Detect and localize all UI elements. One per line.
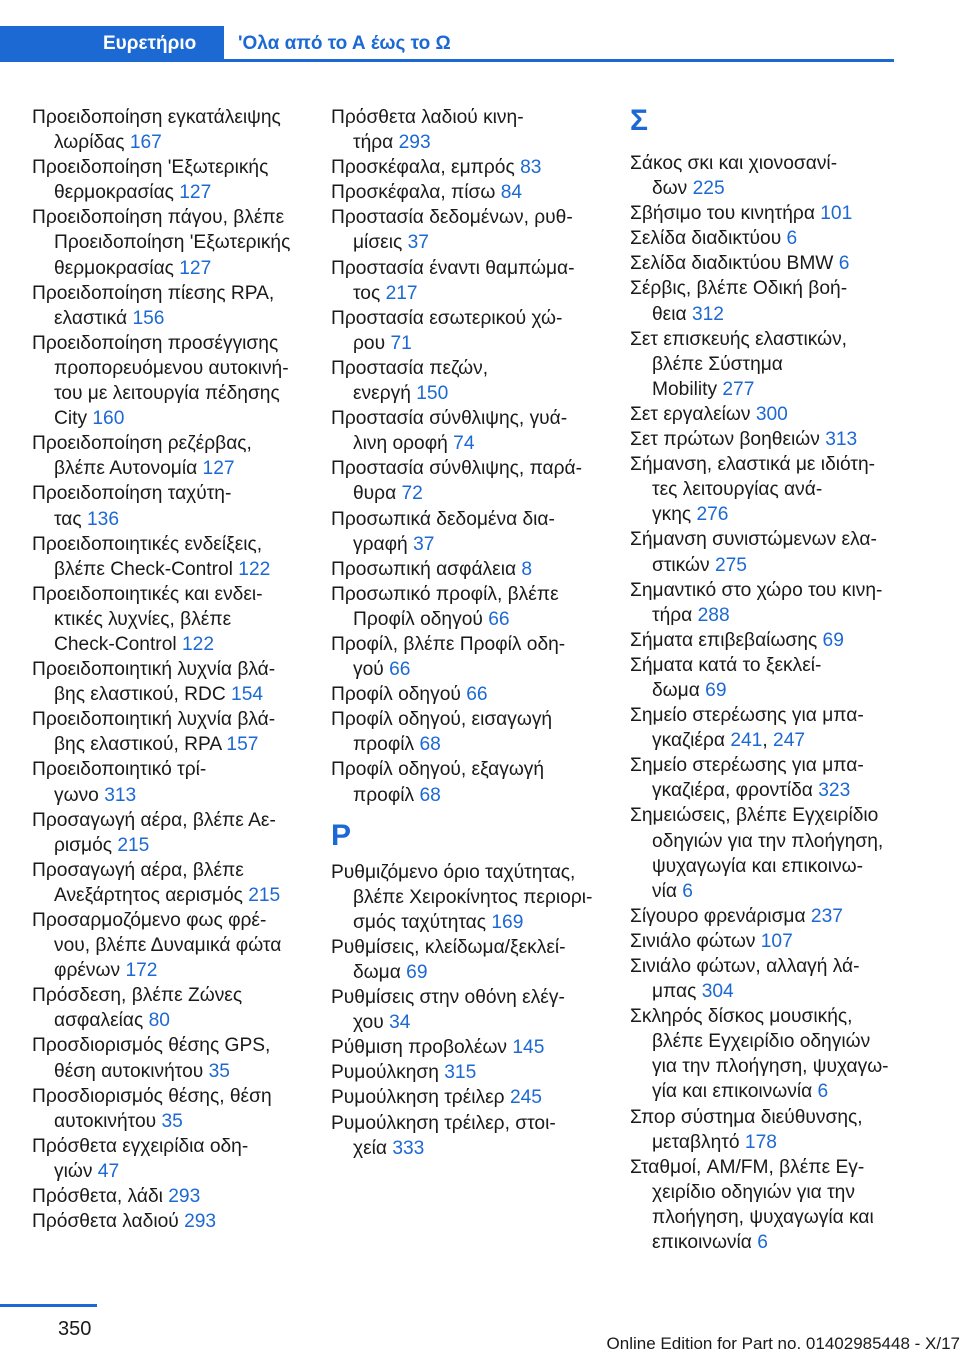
index-entry [32, 205, 307, 280]
page-link[interactable]: 276 [696, 504, 729, 526]
page-link[interactable]: 237 [810, 905, 843, 927]
index-entry [630, 226, 905, 251]
entry-text: Προστασία σύνθλιψης, γυά- [331, 408, 568, 430]
entry-text: Ρυθμίσεις, κλείδωμα/ξεκλεί- [331, 936, 566, 958]
entry-text: Προσαρμοζόμενο φως φρέ- [32, 910, 267, 931]
page-link[interactable]: 69 [822, 629, 844, 651]
index-entry [32, 858, 307, 908]
index-entry [331, 757, 606, 807]
page-link[interactable]: 74 [453, 433, 475, 455]
entry-text: τος [353, 282, 381, 304]
index-entry [331, 1085, 606, 1110]
entry-text: βης ελαστικού, RPA [54, 734, 222, 756]
page-link[interactable]: 6 [838, 253, 850, 275]
index-entry [630, 653, 905, 703]
index-entry [331, 507, 606, 557]
page-link[interactable]: 156 [132, 307, 165, 329]
page-link[interactable]: 154 [231, 684, 264, 706]
page-link[interactable]: 245 [509, 1087, 542, 1109]
index-entry [331, 860, 606, 935]
entry-text: κτικές λυχνίες, βλέπε [54, 608, 232, 630]
entry-text: Πρόσθετα, λάδι [32, 1186, 163, 1208]
entry-text: Προσαγωγή αέρα, βλέπε Αε- [32, 809, 276, 831]
entry-text: φρένων [54, 960, 121, 982]
index-entry [331, 1035, 606, 1060]
page-link[interactable]: 333 [392, 1137, 425, 1159]
entry-text: Σίγουρο φρενάρισμα [630, 905, 806, 927]
entry-text: Πρόσθετα λαδιού [32, 1211, 179, 1233]
entry-text: ενεργή [353, 383, 411, 405]
entry-text: Προειδοποίηση ταχύτη- [32, 483, 232, 505]
entry-text: βλέπε Εγχειρίδιο οδηγιών [652, 1031, 871, 1053]
entry-text: Σελίδα διαδικτύου BMW [630, 253, 834, 275]
entry-text: βης ελαστικού, RDC [54, 684, 226, 706]
index-entry [32, 481, 307, 531]
entry-text: Προστασία σύνθλιψης, παρά- [331, 458, 583, 480]
entry-text: Σετ εργαλείων [630, 403, 751, 425]
index-entry [630, 276, 905, 326]
page-link[interactable]: 313 [825, 429, 858, 451]
index-entry [630, 929, 905, 954]
entry-text: Προειδοποιητικές ενδείξεις, [32, 533, 263, 555]
page-link[interactable]: 167 [129, 132, 162, 154]
entry-text: Ρυθμιζόμενο όριο ταχύτητας, [331, 861, 576, 883]
entry-text: λινη οροφή [353, 433, 448, 455]
page-link[interactable]: 8 [521, 558, 533, 580]
index-entry [630, 327, 905, 402]
index-entry [32, 1033, 307, 1083]
entry-text: Σκληρός δίσκος μουσικής, [630, 1006, 853, 1028]
page-link[interactable]: 47 [97, 1160, 120, 1182]
entry-text: Προφίλ οδηγού, εξαγωγή [331, 759, 545, 781]
index-entry [331, 707, 606, 757]
page-link[interactable]: 127 [202, 458, 235, 480]
index-entry [331, 935, 606, 985]
page-link[interactable]: 160 [92, 408, 125, 430]
entry-text: Check-Control [54, 633, 177, 655]
entry-text: Ρυμούλκηση τρέιλερ, στοι- [331, 1112, 556, 1134]
entry-text: δωμα [652, 679, 700, 701]
entry-text: γκης [652, 504, 692, 526]
entry-text: Προειδοποιητική λυχνία βλά- [32, 709, 276, 731]
index-column-3 [630, 105, 905, 1255]
index-entry [32, 431, 307, 481]
entry-text: γού [353, 659, 384, 681]
entry-text: γιών [54, 1160, 93, 1182]
entry-text: ψυχαγωγία και επικοινω- [652, 855, 864, 877]
page-link[interactable]: 293 [168, 1186, 201, 1208]
entry-text: Προσδιορισμός θέσης, θέση [32, 1085, 272, 1107]
entry-text: γία και επικοινωνία [652, 1081, 813, 1103]
index-entry [630, 904, 905, 929]
entry-text: Σήματα επιβεβαίωσης [630, 629, 818, 651]
page-link[interactable]: 34 [389, 1012, 411, 1034]
entry-text: Προσκέφαλα, πίσω [331, 182, 496, 204]
entry-text: Σάκος σκι και χιονοσανί- [630, 153, 838, 174]
page-link[interactable]: 293 [398, 132, 431, 154]
index-entry [331, 356, 606, 406]
index-column-1 [32, 105, 307, 1234]
page-link[interactable]: 304 [701, 981, 734, 1003]
index-entry [630, 578, 905, 628]
entry-text: Σετ επισκευής ελαστικών, [630, 328, 848, 350]
entry-text: Προστασία δεδομένων, ρυθ- [331, 207, 573, 229]
index-entry [630, 954, 905, 1004]
page-link[interactable]: 35 [208, 1060, 230, 1082]
index-entry [331, 155, 606, 180]
tab-a-to-z[interactable]: 'Ολα από το Α έως το Ω [238, 33, 451, 54]
entry-text: Σινιάλο φώτων [630, 930, 756, 952]
index-entry [630, 753, 905, 803]
entry-text: αυτοκινήτου [54, 1110, 157, 1132]
entry-text: χειρίδιο οδηγιών για την [652, 1181, 855, 1203]
index-entry: Σημείο στερέωσης για μπα- γκαζιέρα 241, 247 [630, 705, 864, 752]
header-divider [224, 59, 894, 62]
index-entry [630, 803, 905, 903]
entry-text: Ρυμούλκηση [331, 1062, 439, 1084]
index-entry [630, 628, 905, 653]
entry-text: Σήμανση, ελαστικά με ιδιότη- [630, 454, 876, 476]
entry-text: Προειδοποίηση 'Εξωτερικής [54, 232, 291, 254]
page-link[interactable]: 150 [416, 383, 449, 405]
index-entry [331, 105, 606, 155]
index-entry [32, 707, 307, 757]
entry-text: γωνο [54, 784, 99, 806]
index-entry [331, 557, 606, 582]
entry-text: μίσεις [353, 232, 403, 254]
entry-text: για την πλοήγηση, ψυχαγω- [652, 1056, 889, 1078]
section-letter: Σ [630, 104, 649, 137]
entry-text: θέση αυτοκινήτου [54, 1060, 204, 1082]
page-link[interactable]: 169 [491, 911, 524, 933]
index-entry [331, 306, 606, 356]
tab-index[interactable]: Ευρετήριο [0, 26, 224, 62]
index-entry [331, 180, 606, 205]
entry-text: δων [652, 178, 688, 200]
entry-text: Προσωπικό προφίλ, βλέπε [331, 583, 559, 605]
entry-text: Σημείο στερέωσης για μπα- [630, 705, 864, 727]
page-link[interactable]: 83 [520, 157, 542, 179]
page-link[interactable]: 293 [184, 1211, 217, 1233]
index-entry [32, 657, 307, 707]
entry-text: μπας [652, 981, 697, 1003]
entry-text: θεια [652, 303, 687, 325]
entry-text: Ανεξάρτητος αερισμός [54, 884, 243, 906]
entry-text: Σήμανση συνιστώμενων ελα- [630, 529, 877, 551]
page-number: 350 [58, 1318, 92, 1340]
index-entry [32, 582, 307, 657]
entry-text: θυρα [353, 483, 397, 505]
entry-text: Προειδοποίηση πάγου, βλέπε [32, 207, 285, 229]
entry-text: οδηγιών για την πλοήγηση, [652, 830, 884, 852]
entry-text: Προσαγωγή αέρα, βλέπε [32, 859, 244, 881]
entry-text: νία [652, 880, 677, 902]
entry-text: Προειδοποιητικό τρί- [32, 759, 207, 781]
index-entry [32, 1084, 307, 1134]
page-link[interactable]: 69 [406, 962, 428, 983]
page-link[interactable]: 37 [413, 533, 435, 555]
index-entry [331, 256, 606, 306]
entry-text: προφίλ [353, 784, 415, 806]
page-link[interactable]: 66 [389, 659, 411, 681]
page-link[interactable]: 71 [390, 332, 412, 354]
entry-text: Ρύθμιση προβολέων [331, 1037, 508, 1059]
entry-text: Προσκέφαλα, εμπρός [331, 157, 515, 179]
entry-text: Σημείο στερέωσης για μπα- [630, 755, 864, 777]
entry-text: Σήματα κατά το ξεκλεί- [630, 654, 822, 676]
section-letter: Ρ [331, 818, 352, 852]
index-entry [331, 1060, 606, 1085]
entry-text: Πρόσδεση, βλέπε Ζώνες [32, 985, 243, 1007]
entry-text: προπορευόμενου αυτοκινή- [54, 357, 289, 379]
index-entry [331, 985, 606, 1035]
entry-text: γκαζιέρα, φροντίδα [652, 780, 813, 802]
page-link[interactable]: 127 [179, 257, 212, 279]
page-link[interactable]: 217 [385, 282, 418, 304]
entry-text: τες λειτουργίας ανά- [652, 479, 823, 501]
index-entry [32, 983, 307, 1033]
page-link[interactable]: 241 [730, 730, 763, 752]
entry-text: Προειδοποίηση 'Εξωτερικής [32, 157, 269, 179]
index-entry [630, 527, 905, 577]
index-entry [32, 331, 307, 431]
index-entry [32, 1134, 307, 1184]
entry-text: βλέπε Σύστημα [652, 353, 783, 375]
entry-text: Προειδοποίηση προσέγγισης [32, 332, 279, 354]
entry-text: γραφή [353, 533, 408, 555]
page-link[interactable]: 68 [419, 734, 441, 756]
page-link[interactable]: 136 [87, 508, 120, 530]
page-link[interactable]: 66 [466, 684, 488, 706]
entry-text: Προειδοποιητικές και ενδει- [32, 583, 263, 605]
page-link[interactable]: 107 [760, 930, 793, 952]
page-link[interactable]: 178 [744, 1131, 777, 1153]
entry-text: Προσωπική ασφάλεια [331, 558, 517, 580]
index-entry [331, 682, 606, 707]
entry-text: City [54, 408, 88, 430]
index-entry [32, 105, 307, 155]
entry-text: θερμοκρασίας [54, 257, 174, 279]
entry-text: Πρόσθετα λαδιού κινη- [331, 107, 524, 128]
entry-text: Προστασία εσωτερικού χώ- [331, 307, 563, 329]
index-entry [630, 251, 905, 276]
index-entry [331, 1111, 606, 1161]
entry-text: Πρόσθετα εγχειρίδια οδη- [32, 1135, 249, 1157]
entry-text: Προφίλ οδηγού [353, 608, 483, 630]
entry-text: Σελίδα διαδικτύου [630, 228, 782, 250]
entry-text: του με λειτουργία πέδησης [54, 383, 280, 405]
entry-text: Προειδοποιητική λυχνία βλά- [32, 659, 276, 681]
page-link[interactable]: 288 [697, 604, 730, 626]
entry-text: Σημαντικό στο χώρο του κινη- [630, 579, 883, 601]
index-entry [630, 1105, 905, 1155]
page-link[interactable]: 122 [181, 633, 214, 655]
index-entry [32, 908, 307, 983]
page-link[interactable]: 313 [104, 784, 137, 806]
entry-text: Προειδοποίηση ρεζέρβας, [32, 433, 252, 455]
entry-text: Σημειώσεις, βλέπε Εγχειρίδιο [630, 805, 879, 827]
entry-text: προφίλ [353, 734, 415, 756]
index-entry [32, 808, 307, 858]
page-link[interactable]: 72 [401, 483, 423, 505]
page-link[interactable]: 122 [238, 558, 271, 580]
page-link[interactable]: 6 [817, 1081, 829, 1103]
index-entry [331, 582, 606, 632]
entry-text: νου, βλέπε Δυναμικά φώτα [54, 935, 282, 957]
entry-text: Προφίλ οδηγού, εισαγωγή [331, 709, 553, 731]
entry-text: δωμα [353, 962, 401, 983]
entry-text: Σταθμοί, AM/FM, βλέπε Εγ- [630, 1156, 865, 1178]
index-column-2 [331, 105, 606, 1161]
page-link[interactable]: 84 [500, 182, 523, 204]
page-link[interactable]: 68 [419, 784, 441, 806]
entry-text: Σέρβις, βλέπε Οδική βοή- [630, 278, 848, 300]
entry-text: σμός ταχύτητας [353, 911, 487, 933]
entry-text: Σπορ σύστημα διεύθυνσης, [630, 1106, 863, 1128]
entry-text: πλοήγηση, ψυχαγωγία και [652, 1206, 874, 1228]
index-entry [630, 151, 905, 201]
entry-text: Προστασία έναντι θαμπώμα- [331, 257, 575, 279]
entry-text: μεταβλητό [652, 1131, 740, 1153]
page-link[interactable]: 215 [117, 834, 150, 856]
page-link[interactable]: 323 [818, 780, 851, 802]
page-link[interactable]: 37 [407, 232, 429, 254]
index-entry [630, 427, 905, 452]
page-link[interactable]: 6 [757, 1232, 768, 1254]
entry-text: ελαστικά [54, 307, 128, 329]
edition-text: Online Edition for Part no. 01402985448 - X/17 [606, 1334, 960, 1353]
entry-text: γκαζιέρα [652, 730, 725, 752]
entry-text: Ρυθμίσεις στην οθόνη ελέγ- [331, 987, 565, 1009]
entry-text: Προσδιορισμός θέσης GPS, [32, 1035, 271, 1057]
page-link[interactable]: 277 [722, 378, 755, 400]
entry-text: Σινιάλο φώτων, αλλαγή λά- [630, 956, 860, 977]
index-entry [331, 632, 606, 682]
entry-text: τήρα [353, 132, 394, 154]
entry-text: λωρίδας [54, 132, 125, 154]
footer-divider [0, 1304, 97, 1307]
entry-text: Προειδοποίηση πίεσης RPA, [32, 282, 275, 304]
entry-text: Προστασία πεζών, [331, 357, 489, 379]
entry-text: βλέπε Check-Control [54, 558, 233, 580]
index-entry [32, 532, 307, 582]
entry-text: στικών [652, 554, 710, 576]
entry-text: χου [353, 1012, 384, 1034]
entry-text: Προσωπικά δεδομένα δια- [331, 508, 555, 530]
entry-text: Ρυμούλκηση τρέιλερ [331, 1087, 505, 1109]
page-link[interactable]: 247 [773, 730, 806, 752]
page-link[interactable]: 145 [512, 1037, 545, 1059]
entry-text: ρου [353, 332, 386, 354]
page-link[interactable]: 66 [488, 608, 510, 630]
entry-text: ρισμός [54, 834, 112, 856]
page-link[interactable]: 6 [682, 880, 693, 902]
page-link[interactable]: 275 [714, 554, 747, 576]
entry-text: Mobility [652, 378, 718, 400]
page-link[interactable]: 315 [444, 1062, 477, 1084]
index-entry [630, 1155, 905, 1255]
index-entry [32, 1184, 307, 1209]
page-link[interactable]: 69 [705, 679, 727, 701]
entry-text: βλέπε Αυτονομία [54, 458, 198, 480]
index-entry [32, 281, 307, 331]
page-link[interactable]: 127 [179, 182, 212, 204]
entry-text: Σετ πρώτων βοηθειών [630, 429, 820, 451]
page-link[interactable]: 172 [125, 960, 158, 982]
index-entry [630, 201, 905, 226]
entry-text: Προφίλ οδηγού [331, 684, 461, 706]
index-entry [630, 1004, 905, 1104]
entry-text: Σβήσιμο του κινητήρα [630, 203, 815, 225]
page-link[interactable]: 157 [226, 734, 259, 756]
index-entry [331, 456, 606, 506]
index-entry [32, 155, 307, 205]
index-entry [331, 205, 606, 255]
page-link[interactable]: 300 [755, 403, 788, 425]
index-entry [630, 402, 905, 427]
page-link[interactable]: 101 [820, 203, 853, 225]
entry-text: ασφαλείας [54, 1010, 144, 1032]
index-entry [32, 757, 307, 807]
page-link[interactable]: 215 [248, 884, 281, 906]
entry-text: χεία [353, 1137, 387, 1159]
page-link[interactable]: 6 [786, 228, 798, 250]
page-link[interactable]: 312 [691, 303, 724, 325]
entry-text: θερμοκρασίας [54, 182, 174, 204]
page-link[interactable]: 35 [161, 1110, 183, 1132]
page-link[interactable]: 80 [148, 1010, 170, 1032]
entry-text: Προειδοποίηση εγκατάλειψης [32, 107, 281, 128]
entry-text: Προφίλ, βλέπε Προφίλ οδη- [331, 633, 566, 655]
entry-text: βλέπε Χειροκίνητος περιορι- [353, 886, 593, 908]
page-link[interactable]: 225 [692, 178, 725, 200]
index-entry [32, 1209, 307, 1234]
entry-text: επικοινωνία [652, 1232, 752, 1254]
entry-text: τήρα [652, 604, 693, 626]
index-entry [331, 406, 606, 456]
entry-text: τας [54, 508, 82, 530]
index-entry [630, 452, 905, 527]
page-header [0, 0, 960, 62]
